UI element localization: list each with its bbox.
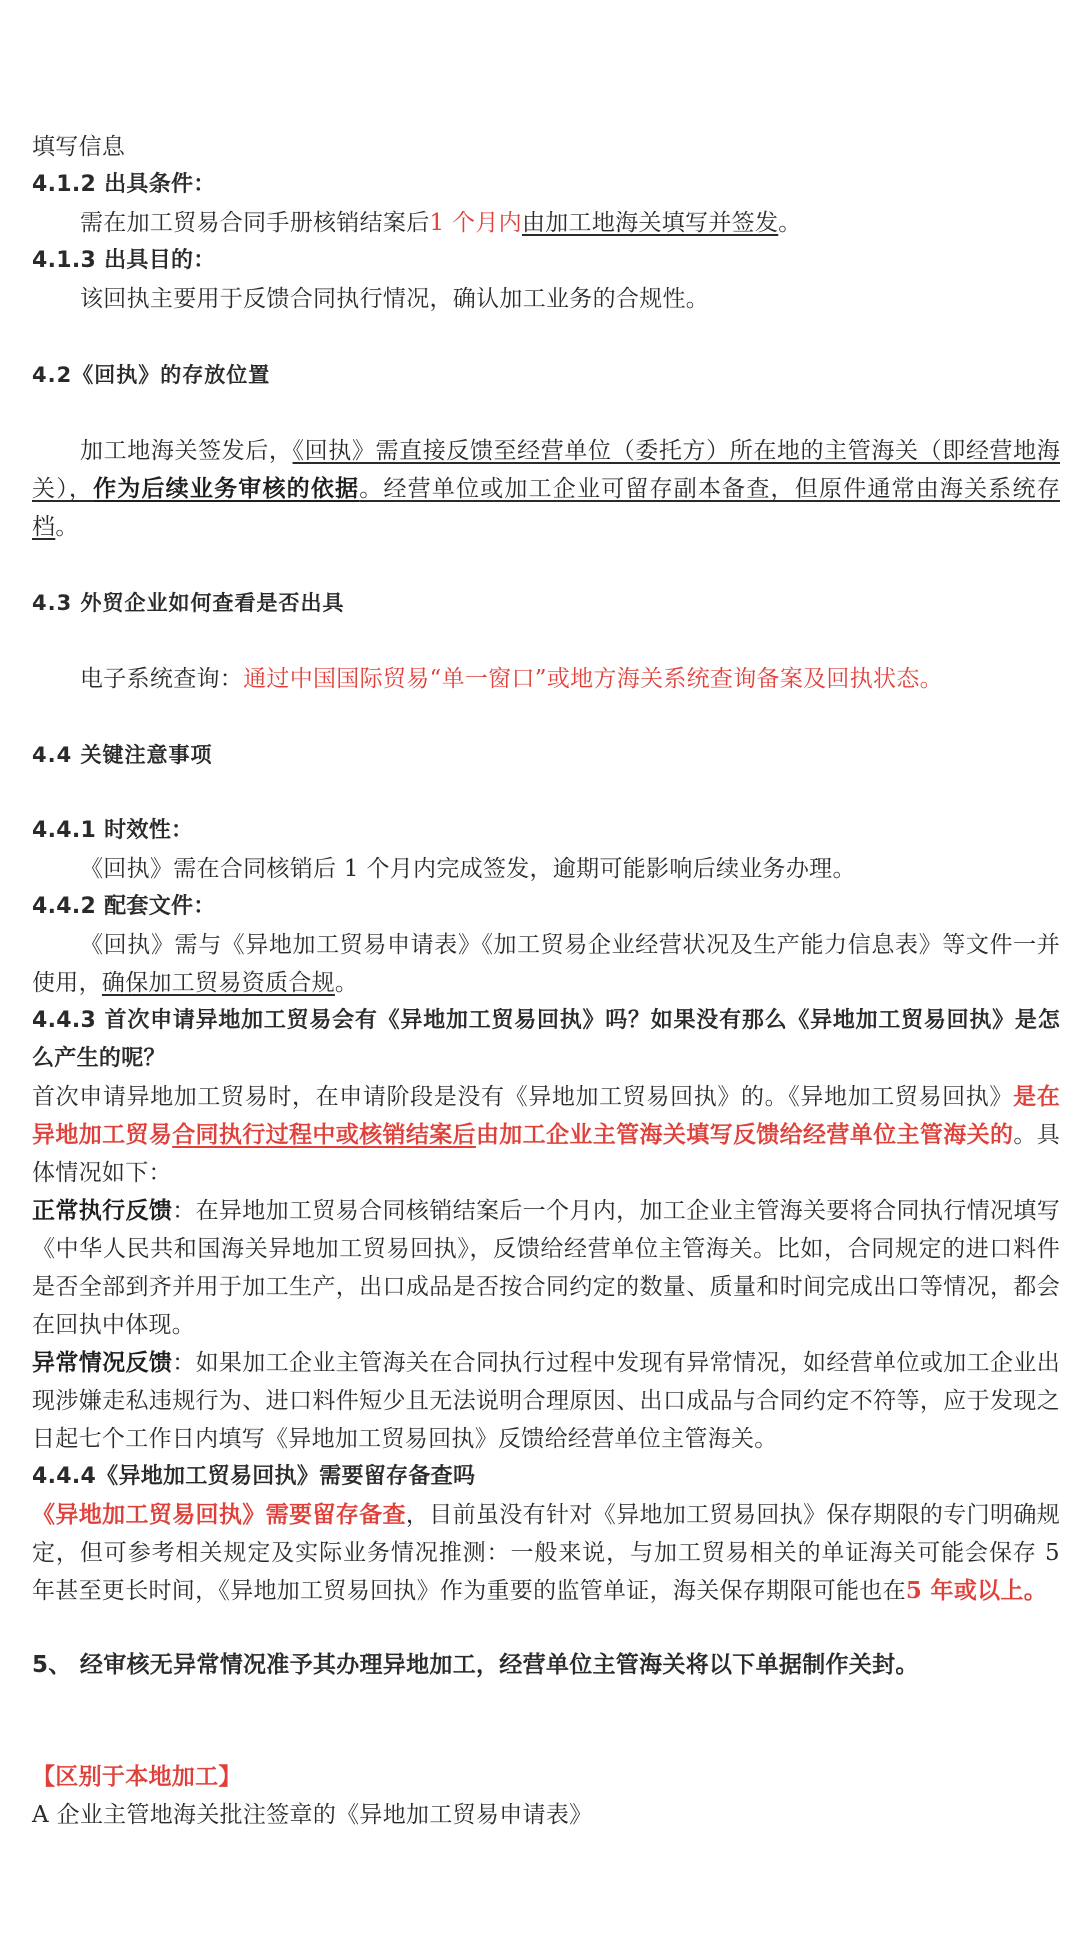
paragraph-abnormal-feedback [32, 1344, 1060, 1458]
heading-4-4-3: 4.4.3 首次申请异地加工贸易会有《异地加工贸易回执》吗？如果没有那么《异地加工贸易回执》是怎么产生的呢？ [32, 1008, 1060, 1071]
heading-4-4-2: 4.4.2 配套文件： [32, 894, 216, 919]
text: 加工地海关签发后， [80, 438, 293, 464]
heading-4-3: 4.3 外贸企业如何查看是否出具 [32, 591, 345, 615]
text: 。具体情况如下： [32, 1122, 1060, 1186]
highlight-red-bold-underlined: 合同执行过程中或核销结案后 [172, 1121, 476, 1148]
heading-4-1-3: 4.1.3 出具目的： [32, 248, 216, 273]
paragraph-4-4-2 [32, 926, 1060, 1002]
underlined-text: 。经营单位或加工企业可留存副本备查，但原件通常由海关系统存档 [32, 476, 1061, 540]
heading-5: 5、 经审核无异常情况准予其办理异地加工，经营单位主管海关将以下单据制作关封。 [32, 1652, 919, 1678]
underlined-bold-text: 作为后续业务审核的依据 [93, 475, 360, 502]
text: 首次申请异地加工贸易时，在申请阶段是没有《异地加工贸易回执》的。《异地加工贸易回执》 [32, 1084, 1014, 1110]
heading-4-4-1: 4.4.1 时效性： [32, 818, 194, 843]
highlight-red-bold: 是在异地加工贸易 [32, 1083, 1060, 1148]
heading-4-1-2: 4.1.2 出具条件： [32, 172, 216, 197]
paragraph-4-3 [32, 660, 1060, 698]
text: 电子系统查询： [80, 666, 244, 692]
underlined-text: 确保加工贸易资质合规 [101, 970, 335, 996]
highlight-red-bold: 《异地加工贸易回执》需要留存备查 [32, 1501, 406, 1528]
highlight-red: 通过中国国际贸易“单一窗口”或地方海关系统查询备案及回执状态。 [243, 666, 943, 692]
paragraph-4-4-3 [32, 1078, 1060, 1192]
highlight-red-bold: 由加工企业主管海关填写反馈给经营单位主管海关的 [475, 1121, 1014, 1148]
paragraph-4-1-3: 该回执主要用于反馈合同执行情况，确认加工业务的合规性。 [80, 286, 710, 312]
paragraph-4-2 [32, 432, 1060, 546]
highlight-red: 1 个月内 [429, 210, 522, 236]
paragraph-4-1-2 [32, 204, 1060, 242]
heading-4-4-4: 4.4.4《异地加工贸易回执》需要留存备查吗 [32, 1464, 476, 1489]
paragraph-normal-feedback [32, 1192, 1060, 1344]
paragraph-4-4-4 [32, 1496, 1060, 1610]
text: 。 [55, 514, 79, 540]
label-normal-feedback: 正常执行反馈 [32, 1197, 173, 1224]
heading-4-4: 4.4 关键注意事项 [32, 743, 213, 767]
highlight-red-bold: 5 年或以上。 [905, 1577, 1048, 1604]
underlined-text: 由加工地海关填写并签发 [521, 210, 779, 236]
text: ：如果加工企业主管海关在合同执行过程中发现有异常情况，如经营单位或加工企业出现涉嫌走私违规行为、进口料件短少且无法说明合理原因、出口成品与合同约定不符等，应于发现之日起七个工作日内填写《异地加工贸易回执》反馈给经营单位主管海关。 [32, 1350, 1060, 1452]
text: ，目前虽没有针对《异地加工贸易回执》保存期限的专门明确规定，但可参考相关规定及实际业务情况推测：一般来说，与加工贸易相关的单证海关可能会保存 5 年甚至更长时间，《异地加工贸易回执》作为重要的监管单证，海关保存期限可能也在 [32, 1502, 1060, 1604]
distinct-label: 【区别于本地加工】 [32, 1764, 242, 1790]
heading-4-2: 4.2《回执》的存放位置 [32, 363, 271, 387]
document-page [32, 128, 1060, 1834]
underlined-text: 《回执》需直接反馈至经营单位（委托方）所在地的主管海关（即经营地海关）， [32, 438, 1060, 502]
text: 。 [778, 210, 802, 236]
label-abnormal-feedback: 异常情况反馈 [32, 1349, 173, 1376]
distinct-item-a: A 企业主管地海关批注签章的《异地加工贸易申请表》 [32, 1802, 593, 1828]
paragraph-4-4-1: 《回执》需在合同核销后 1 个月内完成签发，逾期可能影响后续业务办理。 [80, 856, 856, 882]
text: 。 [334, 970, 359, 996]
text: 需在加工贸易合同手册核销结案后 [80, 210, 430, 236]
top-fragment: 填写信息 [32, 134, 126, 160]
text: ：在异地加工贸易合同核销结案后一个月内，加工企业主管海关要将合同执行情况填写《中华人民共和国海关异地加工贸易回执》，反馈给经营单位主管海关。比如，合同规定的进口料件是否全部到齐并用于加工生产，出口成品是否按合同约定的数量、质量和时间完成出口等情况，都会在回执中体现。 [32, 1198, 1060, 1338]
text: 《回执》需与《异地加工贸易申请表》《加工贸易企业经营状况及生产能力信息表》等文件一并使用， [32, 932, 1060, 996]
